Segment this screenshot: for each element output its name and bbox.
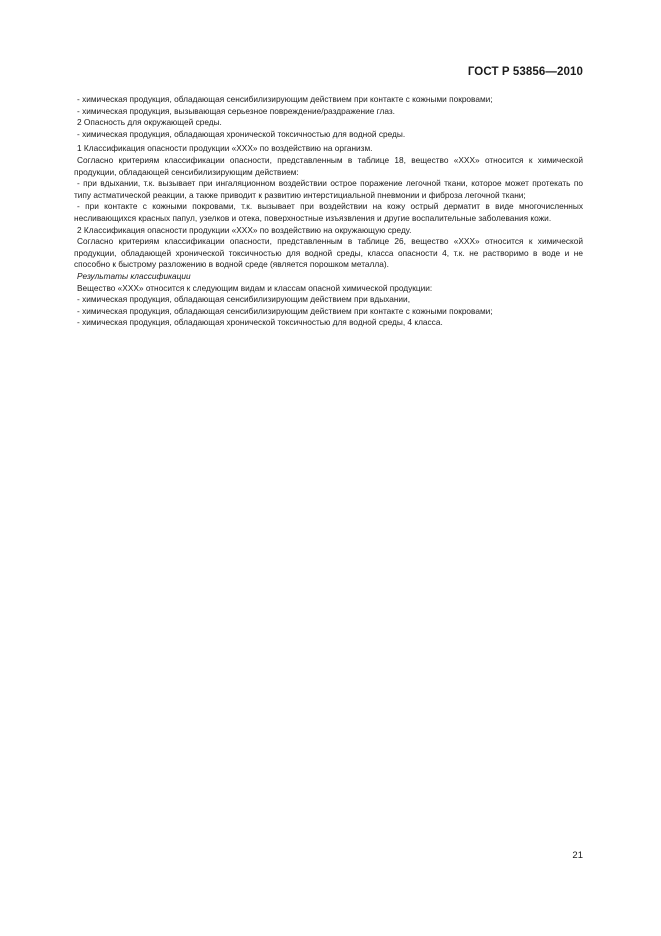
list-item: - химическая продукция, обладающая хронической токсичностью для водной среды, 4 класса. — [77, 317, 443, 328]
list-item: - химическая продукция, обладающая сенсибилизирующим действием при контакте с кожными покровами; — [77, 305, 493, 316]
document-header: ГОСТ Р 53856—2010 — [467, 66, 583, 78]
list-item: - химическая продукция, обладающая сенсибилизирующим действием при контакте с кожными покровами; — [77, 94, 493, 104]
list-item: - химическая продукция, обладающая сенсибилизирующим действием при вдыхании, — [77, 294, 411, 305]
page-number: 21 — [572, 850, 583, 861]
paragraph: Согласно критериям классификации опасности, представленным в таблице 26, вещество «ХХХ» относится к химической продукции, обладающей хронической токсичностью для водной среды, класса опасности 4, т.к. не растворимо в воде и не способно к быстрому разложению в водной среде (является порошком металла). — [74, 236, 583, 270]
list-item: - химическая продукция, обладающая хронической токсичностью для водной среды. — [77, 128, 406, 139]
list-item: - при контакте с кожными покровами, т.к. вызывает при воздействии на кожу острый дерматит в виде многочисленных несливающихся красных папул, узелков и отека, поверхностные изъязвления и другие воспалительные заболевания кожи. — [74, 201, 583, 223]
paragraph: Согласно критериям классификации опасности, представленным в таблице 18, вещество «ХХХ» относится к химической продукции, обладающей сенсибилизирующим действием: — [74, 154, 583, 177]
section-heading: 2 Классификация опасности продукции «ХХХ» по воздействию на окружающую среду. — [77, 224, 412, 235]
list-item: - при вдыхании, т.к. вызывает при ингаляционном воздействии острое поражение легочной ткани, которое может протекать по типу астматической реакции, а также приводит к развитию интерстициальной пневмонии и фиброза легочной ткани; — [74, 178, 583, 200]
paragraph: Вещество «ХХХ» относится к следующим видам и классам опасной химической продукции: — [77, 282, 433, 293]
results-heading: Результаты классификации — [77, 270, 191, 281]
section-heading: 1 Классификация опасности продукции «ХХХ» по воздействию на организм. — [77, 143, 373, 154]
document-body — [74, 94, 583, 329]
list-item: - химическая продукция, вызывающая серьезное повреждение/раздражение глаз. — [77, 105, 395, 116]
section-heading: 2 Опасность для окружающей среды. — [77, 117, 222, 128]
